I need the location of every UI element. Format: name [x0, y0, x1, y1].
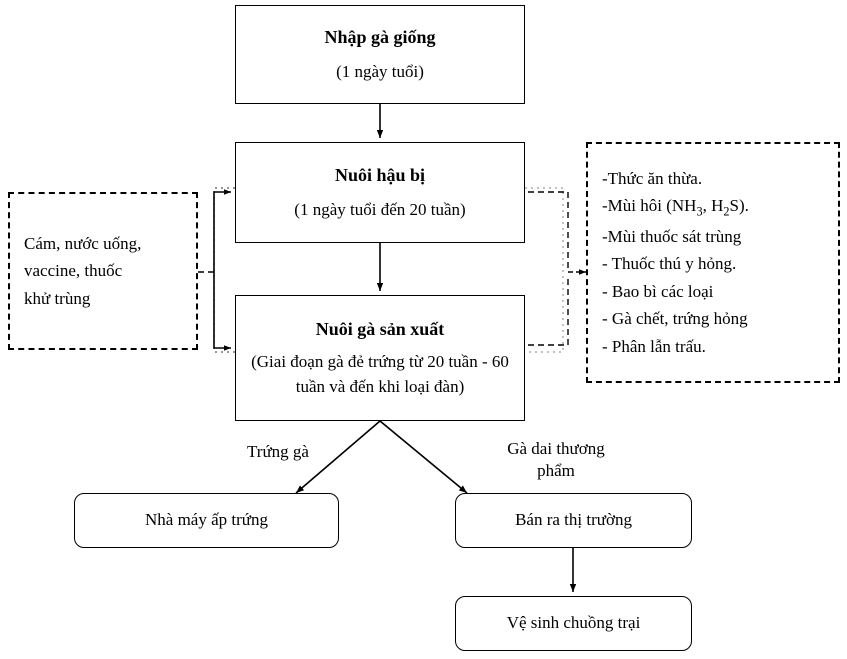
node-cleaning-title: Vệ sinh chuồng trại	[506, 613, 641, 633]
node-market[interactable]	[455, 493, 692, 548]
inputs-line-3: khử trùng	[24, 288, 91, 308]
edge-label-meat	[466, 438, 646, 482]
group-bracket	[214, 188, 235, 352]
outputs-line-5: - Bao bì các loại	[602, 281, 714, 301]
outputs-line-3: -Mùi thuốc sát trùng	[602, 226, 742, 246]
node-production-title: Nuôi gà sản xuất	[315, 319, 445, 340]
node-import-chicks-subtitle: (1 ngày tuổi)	[336, 62, 424, 82]
edge-label-meat-line1: Gà dai thương	[507, 439, 605, 458]
edge-inputs-arrow-top	[214, 192, 231, 272]
outputs-line-2: -Mùi hôi ($NH_3$, $H_2S$).	[602, 196, 749, 219]
outputs-line-7: - Phân lẫn trấu.	[602, 336, 706, 356]
outputs-line-4: - Thuốc thú y hỏng.	[602, 254, 737, 274]
node-import-chicks[interactable]	[235, 5, 525, 104]
node-hatchery-title: Nhà máy ấp trứng	[145, 510, 268, 530]
edge-label-meat-line2: phẩm	[537, 461, 575, 481]
outputs-panel[interactable]	[586, 142, 840, 383]
node-rearing[interactable]	[235, 142, 525, 243]
node-production-subtitle: (Giai đoạn gà đẻ trứng từ 20 tuần - 60 tuần và đến khi loại đàn)	[251, 352, 509, 397]
group-bracket-right	[525, 188, 563, 352]
node-cleaning[interactable]	[455, 596, 692, 651]
edge-rearing-to-outputs	[528, 192, 568, 268]
outputs-line-1: -Thức ăn thừa.	[602, 168, 703, 188]
edge-production-to-outputs	[528, 276, 568, 345]
inputs-panel[interactable]	[8, 192, 198, 350]
inputs-line-1: Cám, nước uống,	[24, 233, 142, 253]
node-rearing-title: Nuôi hậu bị	[334, 165, 426, 186]
edge-production-to-market	[380, 421, 467, 493]
node-market-title: Bán ra thị trường	[515, 510, 632, 530]
node-hatchery[interactable]	[74, 493, 339, 548]
node-import-chicks-title: Nhập gà giống	[324, 27, 436, 48]
outputs-line-6: - Gà chết, trứng hỏng	[602, 309, 748, 329]
inputs-line-2: vaccine, thuốc	[24, 261, 123, 281]
node-production[interactable]	[235, 295, 525, 421]
node-rearing-subtitle: (1 ngày tuổi đến 20 tuần)	[294, 200, 466, 220]
edge-label-eggs: Trứng gà	[247, 442, 309, 461]
edge-inputs-arrow-bottom	[214, 272, 231, 348]
